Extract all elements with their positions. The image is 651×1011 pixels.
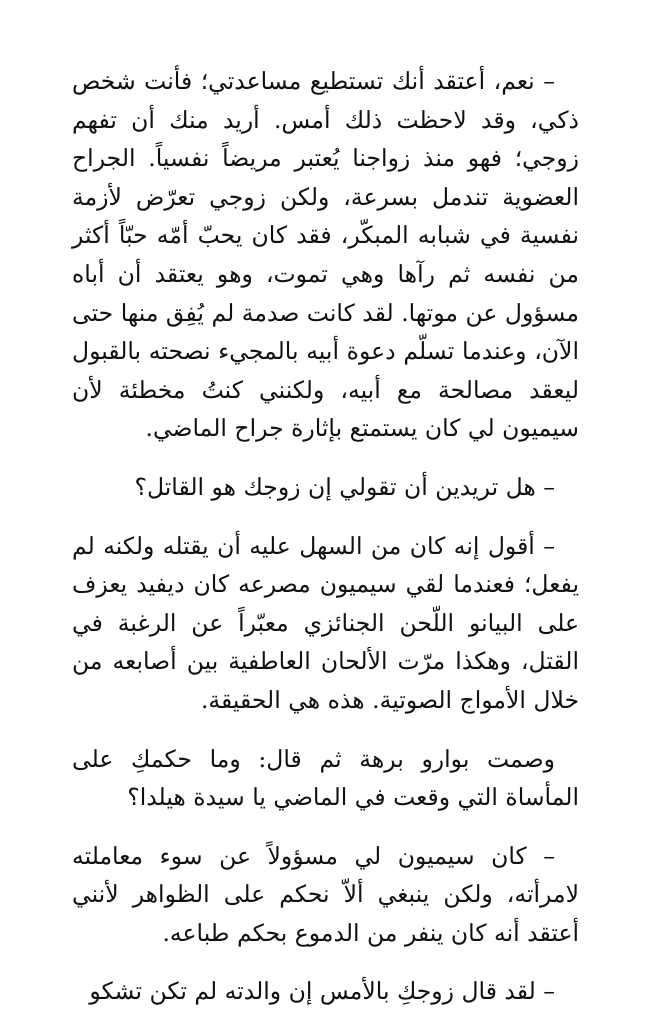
paragraph-1: – نعم، أعتقد أنك تستطيع مساعدتي؛ فأنت شخص ذكي، وقد لاحظت ذلك أمس. أريد منك أن تفهم زوجي؛ فهو منذ زواجنا يُعتبر مريضاً نفسياً. الجراح العضوية تندمل بسرعة، ولكن زوجي تعرّض لأزمة نفسية في شبابه المبكّر، فقد كان يحبّ أمّه حبّاً أكثر من نفسه ثم رآها وهي تموت، وهو يعتقد أن أباه مسؤول عن موتها. لقد كانت صدمة لم يُفِق منها حتى الآن، وعندما تسلّم دعوة أبيه بالمجيء نصحته بالقبول ليعقد مصالحة مع أبيه، ولكنني كنتُ مخطئة لأن سيميون لي كان يستمتع بإثارة جراح الماضي. [72,67,579,443]
paragraph-5: – كان سيميون لي مسؤولاً عن سوء معاملته لامرأته، ولكن ينبغي ألاّ نحكم على الظواهر لأنني أعتقد أنه كان ينفر من الدموع بحكم طباعه. [72,841,579,947]
paragraph-3: – أقول إنه كان من السهل عليه أن يقتله ولكنه لم يفعل؛ فعندما لقي سيميون مصرعه كان ديفيد يعزف على البيانو اللّحن الجنائزي معبّراً عن الرغبة في القتل، وهكذا مرّت الألحان العاطفية بين أصابعه من خلال الأمواج الصوتية. هذه هي الحقيقة. [72,531,579,714]
paragraph-4: وصمت بوارو برهة ثم قال: وما حكمكِ على المأساة التي وقعت في الماضي يا سيدة هيلدا؟ [72,744,579,812]
paragraph-6: – لقد قال زوجكِ بالأمس إن والدته لم تكن تشكو [89,977,555,1006]
paragraph-2: – هل تريدين أن تقولي إن زوجك هو القاتل؟ [134,472,555,501]
